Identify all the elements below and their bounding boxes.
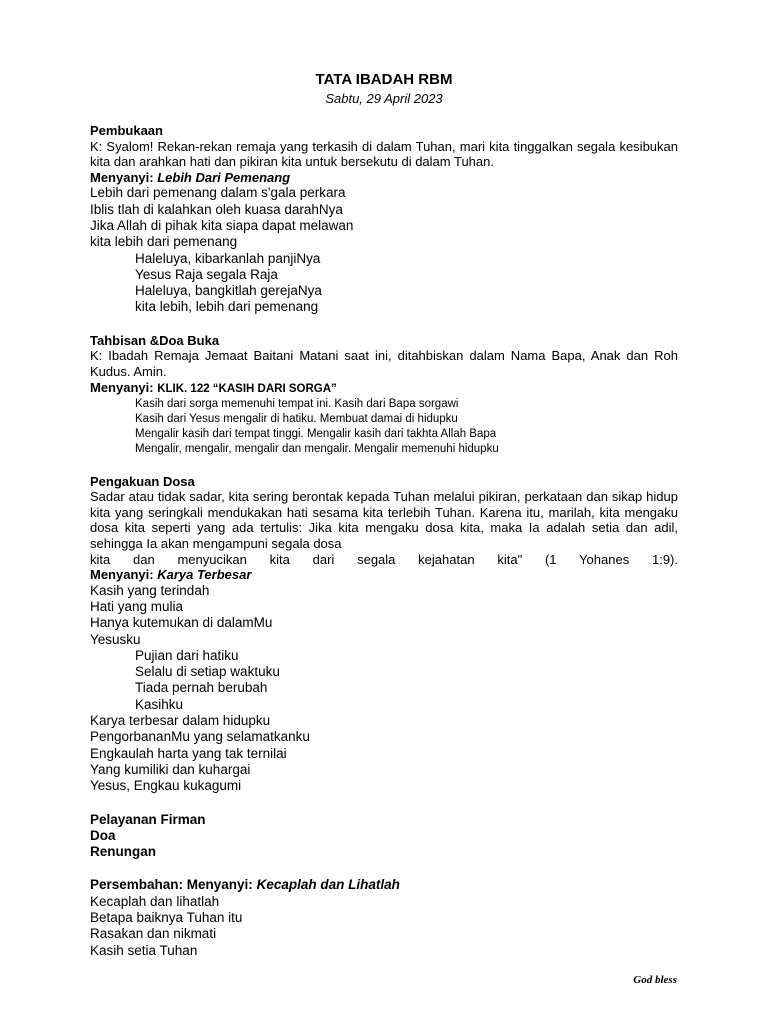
lyric-line: Yesusku (90, 631, 141, 647)
lyrics-karya-verse2 (90, 713, 678, 794)
lyric-line: PengorbananMu yang selamatkanku (90, 729, 310, 745)
lyric-line: kita lebih, lebih dari pemenang (135, 299, 319, 315)
lyric-line: Kasih dari Yesus mengalir di hatiku. Membuat damai di hidupku (135, 412, 458, 425)
song-title: Lebih Dari Pemenang (157, 169, 291, 185)
song-line-persembahan (90, 877, 678, 893)
song-title: Karya Terbesar (157, 567, 252, 583)
song-line-pembukaan (90, 170, 678, 186)
section-heading-persembahan: Persembahan: Menyanyi: (90, 877, 253, 893)
pembukaan-text: K: Syalom! Rekan-rekan remaja yang terkasih di dalam Tuhan, mari kita tinggalkan segala kesibukan kita dan arahkan hati dan pikiran kita untuk bersekutu di dalam Tuhan. (90, 138, 678, 170)
spacer (90, 795, 678, 812)
lyrics-kecaplah (90, 894, 678, 959)
lyric-line: Kasih yang terindah (90, 582, 210, 598)
section-heading-pembukaan: Pembukaan (90, 123, 163, 138)
section-heading-pengakuan: Pengakuan Dosa (90, 473, 195, 489)
lyrics-kasih-dari-sorga (90, 397, 678, 457)
lyric-line: Iblis tlah di kalahkan oleh kuasa darahNya (90, 201, 343, 217)
lyric-line: Hati yang mulia (90, 598, 184, 614)
song-label: Menyanyi: (90, 169, 154, 185)
lyric-line: Kasih setia Tuhan (90, 942, 198, 958)
footer-note: God bless (633, 974, 677, 986)
lyric-line: Lebih dari pemenang dalam s'gala perkara (90, 185, 346, 201)
song-line-pengakuan (90, 567, 678, 583)
lyric-line: Kasih dari sorga memenuhi tempat ini. Kasih dari Bapa sorgawi (135, 397, 459, 410)
lyric-line: Selalu di setiap waktuku (135, 664, 280, 680)
song-title: KLIK. 122 “KASIH DARI SORGA” (157, 382, 337, 395)
section-heading-pelayanan-firman: Pelayanan Firman (90, 811, 206, 827)
pengakuan-text-last: kita dan menyucikan kita dari segala kejahatan kita" (1 Yohanes 1:9). (90, 551, 678, 567)
lyric-line: Haleluya, kibarkanlah panjiNya (135, 250, 321, 266)
song-label: Menyanyi: (90, 379, 154, 395)
lyric-line: Engkaulah harta yang tak ternilai (90, 745, 287, 761)
lyric-line: Yesus Raja segala Raja (135, 266, 278, 282)
spacer (90, 316, 678, 333)
lyric-line: Jika Allah di pihak kita siapa dapat melawan (90, 217, 354, 233)
lyric-line: kita lebih dari pemenang (90, 234, 238, 250)
song-label: Menyanyi: (90, 567, 154, 583)
lyric-line: Mengalir kasih dari tempat tinggi. Mengalir kasih dari takhta Allah Bapa (135, 427, 497, 440)
lyric-line: Rasakan dan nikmati (90, 926, 217, 942)
lyric-line: Yesus, Engkau kukagumi (90, 778, 242, 794)
section-heading-tahbisan: Tahbisan &Doa Buka (90, 332, 220, 348)
song-line-tahbisan (90, 380, 678, 397)
lyrics-karya-indent (90, 648, 678, 713)
lyric-line: Kasihku (135, 696, 184, 712)
section-heading-renungan: Renungan (90, 844, 156, 860)
section-heading-doa: Doa (90, 827, 116, 843)
lyric-line: Karya terbesar dalam hidupku (90, 713, 271, 729)
lyric-line: Hanya kutemukan di dalamMu (90, 615, 273, 631)
tahbisan-text: K: Ibadah Remaja Jemaat Baitani Matani saat ini, ditahbiskan dalam Nama Bapa, Anak dan Roh Kudus. Amin. (90, 348, 678, 379)
lyrics-chorus-pemenang (90, 251, 678, 316)
lyric-line: Haleluya, bangkitlah gerejaNya (135, 283, 322, 299)
lyric-line: Kecaplah dan lihatlah (90, 893, 220, 909)
song-title: Kecaplah dan Lihatlah (256, 877, 400, 893)
pengakuan-text: Sadar atau tidak sadar, kita sering berontak kepada Tuhan melalui pikiran, perkataan dan sikap hidup kita yang seringkali mendukakan hati sesama kita terlebih Tuhan. Karena itu, marilah, kita mengaku dosa kita seperti yang ada tertulis: Jika kita mengaku dosa kita, maka Ia adalah setia dan adil, sehingga Ia akan mengampuni segala dosa (90, 489, 678, 551)
document-body (90, 123, 678, 959)
lyric-line: Tiada pernah berubah (135, 680, 268, 696)
lyric-line: Mengalir, mengalir, mengalir dan mengalir. Mengalir memenuhi hidupku (135, 442, 499, 455)
document-date: Sabtu, 29 April 2023 (325, 91, 443, 106)
lyrics-karya-verse (90, 583, 678, 648)
lyric-line: Pujian dari hatiku (135, 647, 239, 663)
document-title: TATA IBADAH RBM (315, 71, 453, 88)
lyrics-verse-pemenang (90, 185, 678, 250)
lyric-line: Yang kumiliki dan kuhargai (90, 761, 251, 777)
spacer (90, 860, 678, 877)
spacer (90, 457, 678, 474)
lyric-line: Betapa baiknya Tuhan itu (90, 910, 243, 926)
